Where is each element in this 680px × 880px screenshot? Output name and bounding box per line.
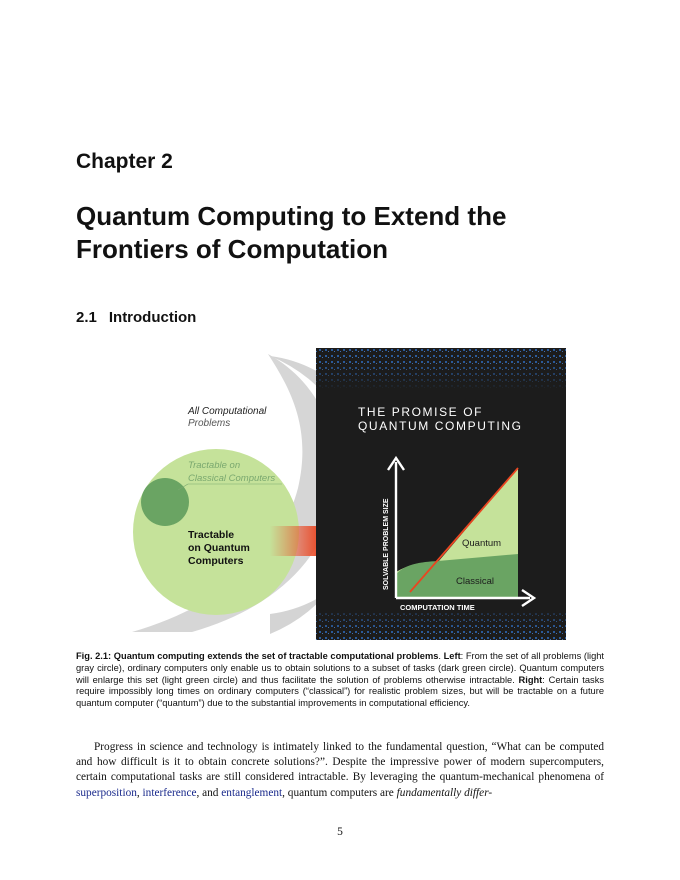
- chapter-title-line-1: Quantum Computing to Extend the: [76, 201, 507, 231]
- y-axis-label: SOLVABLE PROBLEM SIZE: [383, 498, 390, 590]
- page-number: 5: [337, 826, 343, 838]
- caption-left-label: Left: [443, 651, 461, 661]
- section-heading: [76, 309, 196, 326]
- body-emphasis: fundamentally differ-: [396, 786, 493, 799]
- section-number: 2.1: [76, 309, 97, 326]
- classical-label-2: Classical Computers: [188, 473, 276, 484]
- quantum-label-3: Computers: [188, 555, 244, 567]
- quantum-label-2: on Quantum: [188, 542, 250, 554]
- all-problems-label-2: Problems: [188, 418, 231, 429]
- caption-title: Quantum computing extends the set of tractable computational problems: [113, 651, 439, 661]
- body-sep-2: , and: [196, 786, 222, 799]
- caption-right-label: Right: [518, 674, 543, 685]
- classical-area-label: Classical: [456, 576, 495, 587]
- caption-right-text: : Certain tasks require impossibly long times on ordinary computers (“classical”) for realistic problem sizes, but will be tractable on a future quantum computer (“quantum”) due to the substantial improvements in computational efficiency.: [76, 674, 604, 709]
- link-superposition[interactable]: superposition: [76, 786, 137, 799]
- classical-label-1: Tractable on: [188, 460, 241, 471]
- caption-left-text: : From the set of all problems (light gray circle), ordinary computers only enable us to obtain solutions to a subset of tasks (dark green circle). Quantum computers will enlarge this set (light green circle) and thus facilitate the solution of problems otherwise intractable.: [76, 651, 604, 685]
- x-axis-label: COMPUTATION TIME: [400, 603, 475, 612]
- link-entanglement[interactable]: entanglement: [221, 786, 283, 799]
- figure-caption: Fig. 2.1: Quantum computing extends the set of tractable computational problems. Left: From the set of all problems (light gray circle), ordinary computers only enable us to obtain solutions to a subset of tasks (dark green circle). Quantum computers will enlarge this set (light green circle) and thus facilitate the solution of problems otherwise intractable. Right: Certain tasks require impossibly long times on ordinary computers (“classical”) for realistic problem sizes, but will be tractable on a future quantum computer (“quantum”) due to the substantial improvements in computational efficiency.: [76, 651, 604, 709]
- body-text-1: Progress in science and technology is intimately linked to the fundamental question, “What can be computed and how difficult is it to obtain concrete solutions?”. Despite the impressive power of modern supercomputers, certain computational tasks are still considered intractable. By leveraging the quantum-mechanical phenomena of: [76, 741, 604, 784]
- body-sep-1: ,: [136, 786, 143, 799]
- body-text-2: , quantum computers are: [282, 786, 397, 799]
- quantum-label-1: Tractable: [188, 529, 235, 541]
- panel-title-1: THE PROMISE OF: [358, 405, 484, 419]
- panel-dots-top-fade: [316, 362, 566, 390]
- all-problems-label-1: All Computational: [188, 406, 267, 417]
- quantum-area-label: Quantum: [462, 538, 502, 549]
- panel-title-2: QUANTUM COMPUTING: [358, 419, 523, 433]
- body-paragraph: [76, 740, 604, 801]
- section-title: Introduction: [108, 309, 197, 326]
- link-interference[interactable]: interference: [142, 786, 197, 799]
- chapter-label: Chapter 2: [76, 150, 173, 173]
- figure-2-1: [120, 348, 570, 640]
- classical-tractable-circle: [141, 478, 189, 526]
- chapter-title: [76, 200, 596, 266]
- caption-fig-label: Fig. 2.1:: [76, 651, 112, 661]
- chapter-title-line-2: Frontiers of Computation: [76, 234, 388, 264]
